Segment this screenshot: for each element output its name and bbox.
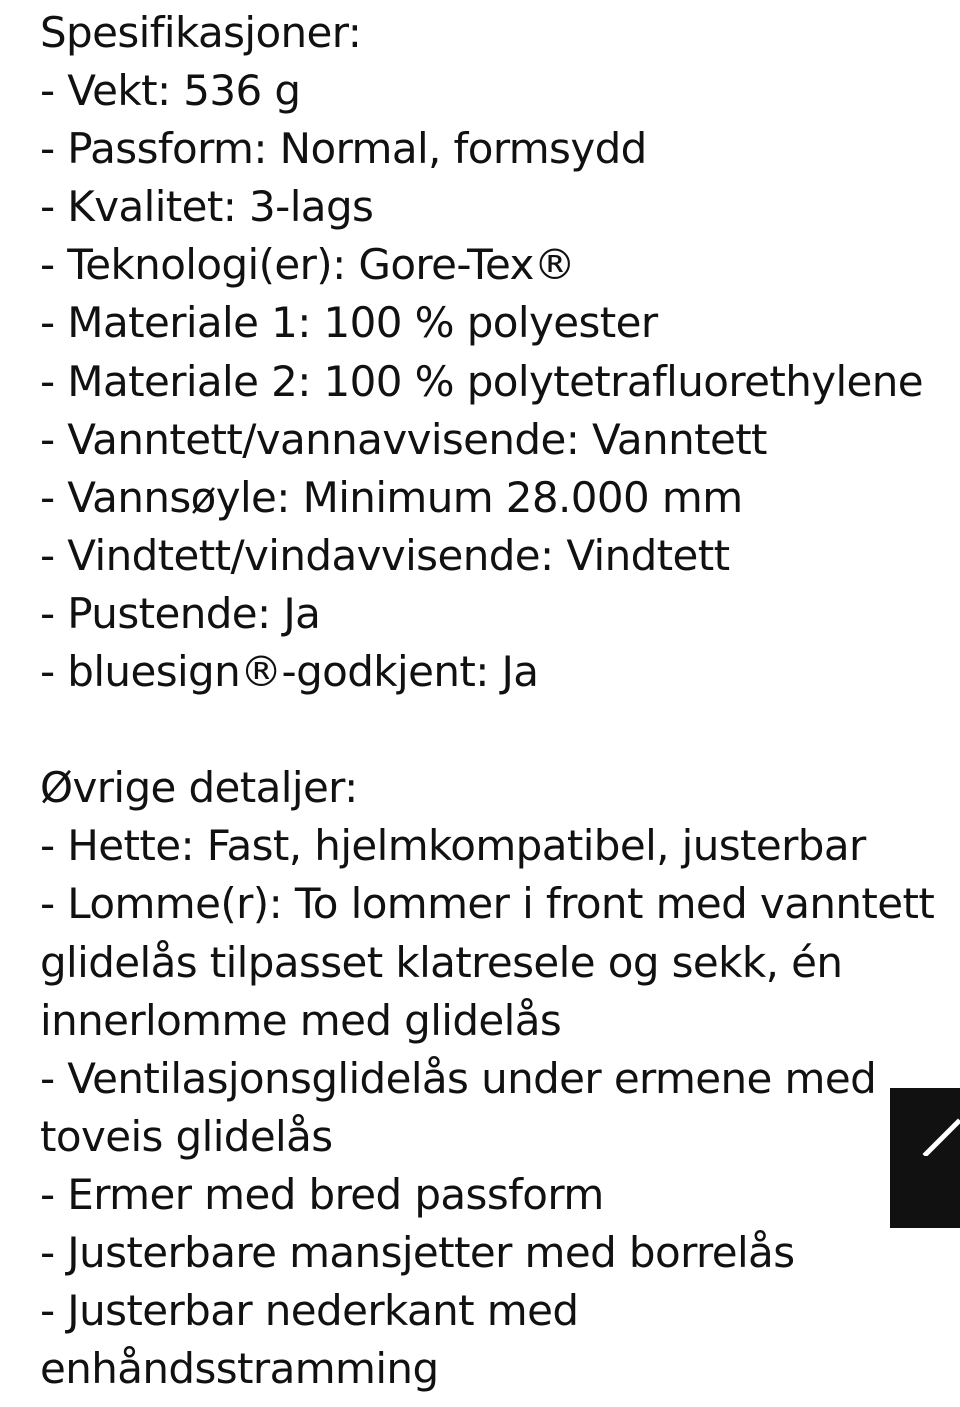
other-details-heading: Øvrige detaljer:: [40, 763, 358, 813]
detail-sleeves: - Ermer med bred passform: [40, 1169, 604, 1219]
detail-vents-line-2: toveis glidelås: [40, 1111, 333, 1161]
specifications-heading: Spesifikasjoner:: [40, 8, 362, 57]
detail-vents-line-1: - Ventilasjonsglidelås under ermene med: [40, 1053, 877, 1103]
spec-item-material-1: - Materiale 1: 100 % polyester: [40, 298, 658, 348]
spec-item-bluesign: - bluesign®-godkjent: Ja: [40, 647, 539, 697]
detail-hem-line-2: enhåndsstramming: [40, 1344, 439, 1394]
detail-hem-line-1: - Justerbar nederkant med: [40, 1286, 579, 1336]
spec-item-fit: - Passform: Normal, formsydd: [40, 124, 647, 174]
spec-item-water-column: - Vannsøyle: Minimum 28.000 mm: [40, 472, 743, 522]
edit-icon: [920, 1116, 960, 1156]
spec-item-breathable: - Pustende: Ja: [40, 588, 321, 638]
spec-item-waterproof: - Vanntett/vannavvisende: Vanntett: [40, 414, 767, 464]
spec-item-quality: - Kvalitet: 3-lags: [40, 182, 374, 232]
spec-item-material-2: - Materiale 2: 100 % polytetrafluorethylene: [40, 356, 924, 406]
detail-pockets-line-3: innerlomme med glidelås: [40, 995, 562, 1045]
floating-edit-button[interactable]: [890, 1088, 960, 1228]
spec-item-windproof: - Vindtett/vindavvisende: Vindtett: [40, 530, 730, 580]
spec-item-weight: - Vekt: 536 g: [40, 66, 301, 116]
section-spacer: [40, 701, 960, 759]
detail-hood: - Hette: Fast, hjelmkompatibel, justerbar: [40, 821, 866, 871]
detail-pockets-line-2: glidelås tilpasset klatresele og sekk, én: [40, 937, 843, 987]
product-description: [40, 4, 960, 1398]
detail-pockets-line-1: - Lomme(r): To lommer i front med vanntett: [40, 879, 935, 929]
spec-item-technology: - Teknologi(er): Gore-Tex®: [40, 240, 576, 290]
detail-cuffs: - Justerbare mansjetter med borrelås: [40, 1227, 795, 1277]
